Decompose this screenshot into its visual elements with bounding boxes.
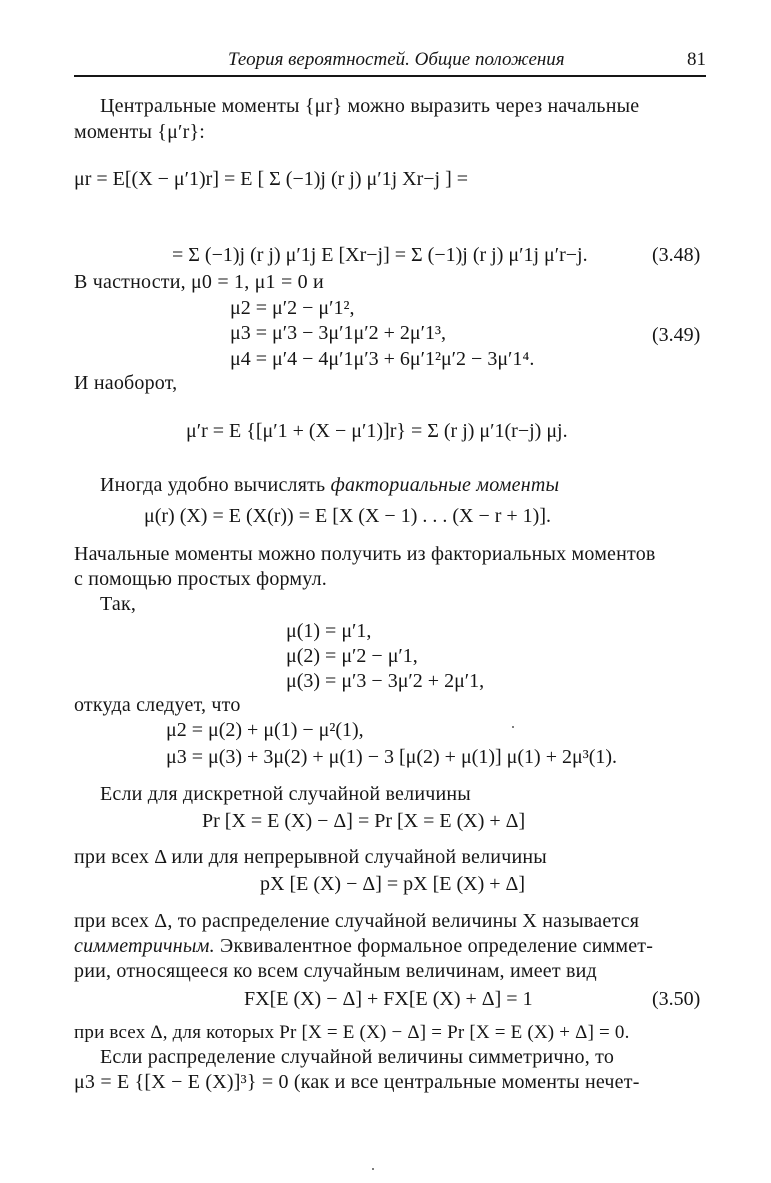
equation-factorial-moment: μ(r) (X) = E (X(r)) = E [X (X − 1) . . . (X − r + 1)]. [144, 505, 551, 527]
paragraph-continuous: при всех Δ или для непрерывной случайной величины [74, 846, 547, 868]
equation-3-49-mu2: μ2 = μ′2 − μ′1², [230, 297, 355, 319]
page-number: 81 [687, 49, 706, 70]
header-rule [74, 75, 706, 77]
paragraph-central-moments-line1: Центральные моменты {μr} можно выразить через начальные [100, 95, 640, 117]
equation-3-50: FX[E (X) − Δ] + FX[E (X) + Δ] = 1 [244, 988, 533, 1010]
paragraph-initial-moments-line1: Начальные моменты можно получить из факториальных моментов [74, 543, 656, 565]
equation-number-3-50: (3.50) [652, 988, 701, 1010]
term-factorial-moments: факториальные моменты [330, 474, 560, 496]
equation-3-48-line2: = Σ (−1)j (r j) μ′1j E [Xr−j] = Σ (−1)j (r j) μ′1j μ′r−j. [172, 244, 588, 266]
paragraph-initial-moments-line3: Так, [100, 593, 137, 615]
paragraph-for-all-delta: при всех Δ, для которых Pr [X = E (X) − Δ] = Pr [X = E (X) + Δ] = 0. [74, 1022, 630, 1043]
equation-3-49-mu4: μ4 = μ′4 − 4μ′1μ′3 + 6μ′1²μ′2 − 3μ′1⁴. [230, 348, 535, 370]
paragraph-initial-moments-line2: с помощью простых формул. [74, 568, 327, 590]
paragraph-factorial-intro-lead: Иногда удобно вычислять [100, 474, 326, 496]
running-header-title: Теория вероятностей. Общие положения [228, 49, 565, 70]
equation-continuous-symmetry: pX [E (X) − Δ] = pX [E (X) + Δ] [260, 873, 526, 895]
equation-factorial-2: μ(2) = μ′2 − μ′1, [286, 645, 418, 667]
equation-inverse-moments: μ′r = E {[μ′1 + (X − μ′1)]r} = Σ (r j) μ′1(r−j) μj. [186, 420, 568, 442]
paragraph-whence: откуда следует, что [74, 694, 241, 716]
equation-3-49-mu3: μ3 = μ′3 − 3μ′1μ′2 + 2μ′1³, [230, 322, 446, 344]
equation-factorial-3: μ(3) = μ′3 − 3μ′2 + 2μ′1, [286, 670, 485, 692]
scan-speck [512, 726, 514, 728]
scan-speck [372, 1168, 374, 1170]
equation-factorial-1: μ(1) = μ′1, [286, 620, 372, 642]
paragraph-symmetric-line2 [74, 935, 706, 958]
paragraph-discrete: Если для дискретной случайной величины [100, 783, 471, 805]
paragraph-symmetric-line3: рии, относящееся ко всем случайным величинам, имеет вид [74, 960, 597, 982]
paragraph-conversely: И наоборот, [74, 372, 178, 394]
paragraph-symmetric-line1: при всех Δ, то распределение случайной величины X называется [74, 910, 640, 932]
paragraph-if-symmetric-line2: μ3 = E {[X − E (X)]³} = 0 (как и все центральные моменты нечет- [74, 1071, 640, 1093]
paragraph-symmetric-line2-rest: Эквивалентное формальное определение симмет- [220, 935, 654, 957]
equation-3-48-line1: μr = E[(X − μ′1)r] = E [ Σ (−1)j (r j) μ′1j Xr−j ] = [74, 168, 469, 190]
equation-number-3-49: (3.49) [652, 324, 701, 346]
equation-mu2-factorial: μ2 = μ(2) + μ(1) − μ²(1), [166, 719, 364, 741]
equation-mu3-factorial: μ3 = μ(3) + 3μ(2) + μ(1) − 3 [μ(2) + μ(1)] μ(1) + 2μ³(1). [166, 746, 618, 768]
equation-number-3-48: (3.48) [652, 244, 701, 266]
paragraph-in-particular: В частности, μ0 = 1, μ1 = 0 и [74, 271, 324, 293]
paragraph-central-moments-line2: моменты {μ′r}: [74, 121, 206, 143]
paragraph-factorial-intro [100, 474, 559, 497]
paragraph-if-symmetric-line1: Если распределение случайной величины симметрично, то [100, 1046, 615, 1068]
equation-discrete-symmetry: Pr [X = E (X) − Δ] = Pr [X = E (X) + Δ] [202, 810, 526, 832]
term-symmetric: симметричным. [74, 935, 215, 957]
